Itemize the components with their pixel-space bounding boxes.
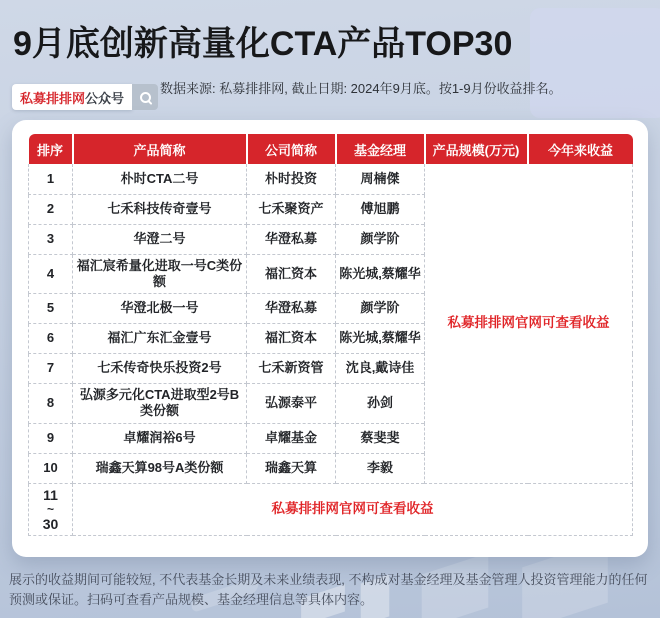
manager-cell: 颜学阶 — [336, 294, 425, 324]
disclaimer-text: 展示的收益期间可能较短, 不代表基金长期及未来业绩表现, 不构成对基金经理及基金管理人投资管理能力的任何预测或保证。扫码可查看产品规模、基金经理信息等具体内容。 — [9, 572, 648, 607]
rank-cell: 8 — [29, 384, 73, 424]
page-title: 9月底创新高量化CTA产品TOP30 — [13, 25, 513, 63]
manager-cell: 李毅 — [336, 453, 425, 483]
manager-cell: 陈光城,蔡耀华 — [336, 254, 425, 294]
manager-cell: 周楠傑 — [336, 164, 425, 194]
company-cell: 卓耀基金 — [247, 423, 336, 453]
company-cell: 福汇资本 — [247, 324, 336, 354]
badge-suffix-label: 公众号 — [85, 90, 125, 106]
product-cell: 华澄北极一号 — [73, 294, 247, 324]
search-icon — [140, 92, 151, 103]
ranking-table — [28, 134, 633, 536]
rank-cell: 9 — [29, 423, 73, 453]
table-header-row — [29, 134, 633, 164]
product-cell: 弘源多元化CTA进取型2号B类份额 — [73, 384, 247, 424]
company-cell: 华澄私募 — [247, 294, 336, 324]
rank-cell: 4 — [29, 254, 73, 294]
product-cell: 七禾传奇快乐投资2号 — [73, 354, 247, 384]
manager-cell: 陈光城,蔡耀华 — [336, 324, 425, 354]
table-row — [29, 164, 633, 194]
col-header-manager: 基金经理 — [336, 134, 425, 164]
product-cell: 朴时CTA二号 — [73, 164, 247, 194]
product-cell: 福汇广东汇金壹号 — [73, 324, 247, 354]
manager-cell: 孙剑 — [336, 384, 425, 424]
manager-cell: 傅旭鹏 — [336, 194, 425, 224]
badge-pill — [12, 84, 132, 110]
rank-cell-range — [29, 483, 73, 536]
company-cell: 朴时投资 — [247, 164, 336, 194]
col-header-ytd: 今年来收益 — [528, 134, 633, 164]
manager-cell: 颜学阶 — [336, 224, 425, 254]
badge-brand-label: 私募排排网 — [20, 90, 86, 106]
wechat-account-badge[interactable] — [12, 84, 158, 110]
manager-cell: 沈良,戴诗佳 — [336, 354, 425, 384]
col-header-company: 公司简称 — [247, 134, 336, 164]
company-cell: 华澄私募 — [247, 224, 336, 254]
col-header-rank: 排序 — [29, 134, 73, 164]
product-cell: 福汇宸希量化进取一号C类份额 — [73, 254, 247, 294]
data-source-note: 数据来源: 私募排排网, 截止日期: 2024年9月底。按1-9月份收益排名。 — [160, 81, 562, 96]
tail-income-note: 私募排排网官网可查看收益 — [73, 483, 633, 536]
company-cell: 弘源泰平 — [247, 384, 336, 424]
product-cell: 瑞鑫天算98号A类份额 — [73, 453, 247, 483]
rank-cell: 10 — [29, 453, 73, 483]
product-cell: 卓耀润裕6号 — [73, 423, 247, 453]
company-cell: 七禾新资管 — [247, 354, 336, 384]
company-cell: 七禾聚资产 — [247, 194, 336, 224]
company-cell: 福汇资本 — [247, 254, 336, 294]
rank-range-tilde: ~ — [46, 501, 54, 516]
search-button[interactable] — [132, 84, 158, 110]
rank-cell: 6 — [29, 324, 73, 354]
ranking-card — [12, 120, 648, 557]
table-row-11-30 — [29, 483, 633, 536]
rank-cell: 3 — [29, 224, 73, 254]
rank-cell: 1 — [29, 164, 73, 194]
merged-income-note: 私募排排网官网可查看收益 — [425, 164, 633, 483]
rank-range-end: 30 — [42, 516, 59, 533]
rank-range-start: 11 — [43, 486, 58, 503]
col-header-product: 产品简称 — [73, 134, 247, 164]
manager-cell: 蔡斐斐 — [336, 423, 425, 453]
rank-cell: 2 — [29, 194, 73, 224]
col-header-scale: 产品规模(万元) — [425, 134, 528, 164]
rank-cell: 7 — [29, 354, 73, 384]
product-cell: 华澄二号 — [73, 224, 247, 254]
rank-cell: 5 — [29, 294, 73, 324]
company-cell: 瑞鑫天算 — [247, 453, 336, 483]
product-cell: 七禾科技传奇壹号 — [73, 194, 247, 224]
